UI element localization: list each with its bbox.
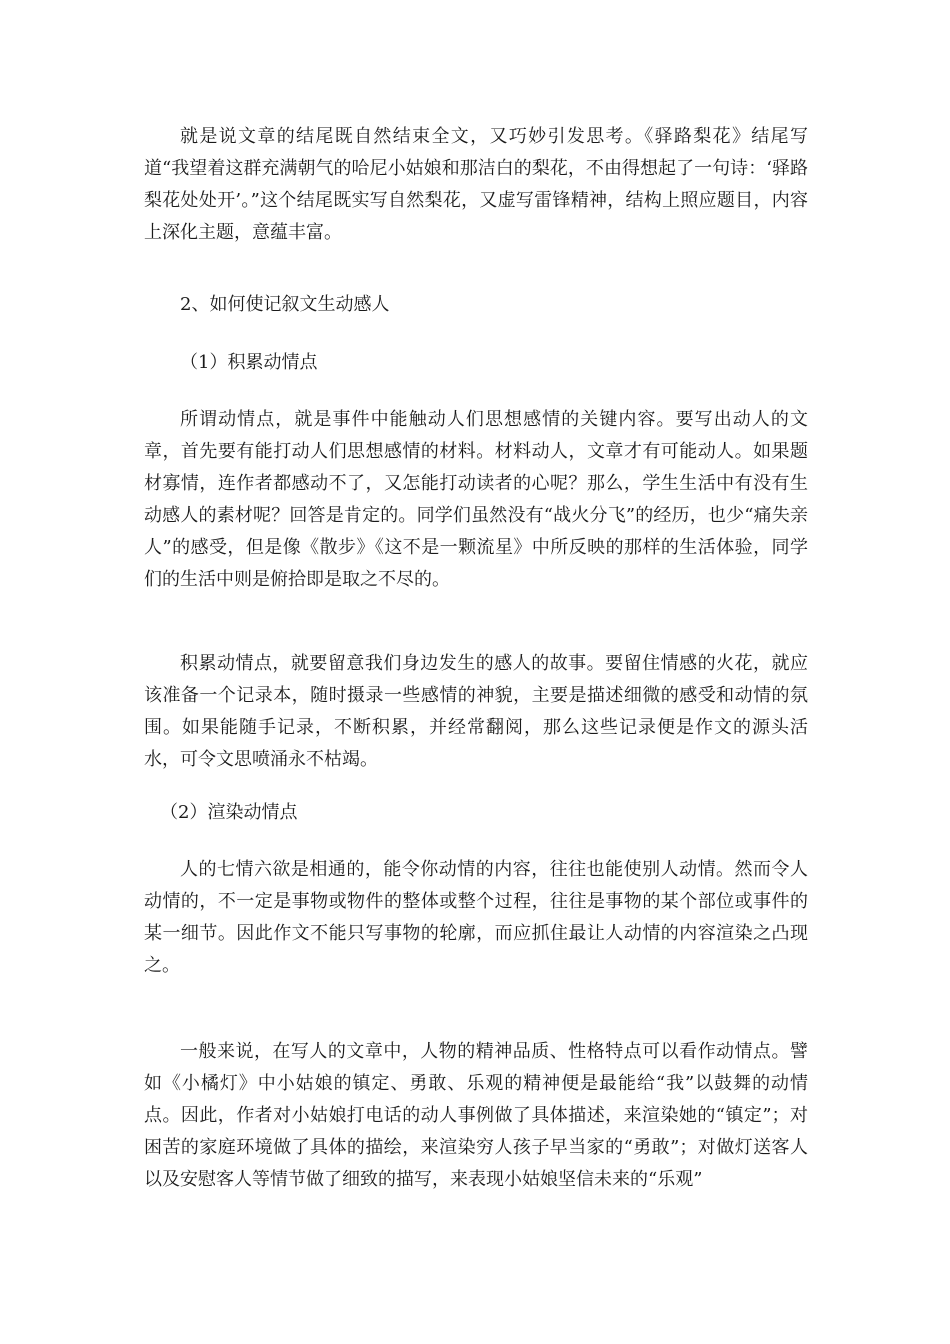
subheading-accumulate: （1）积累动情点 xyxy=(180,352,318,373)
paragraph-emotional-point-definition: 所谓动情点，就是事件中能触动人们思想感情的关键内容。要写出动人的文章，首先要有能打动人们思想感情的材料。材料动人，文章才有可能动人。如果题材寡情，连作者都感动不了，又怎能打动读者的心呢？那么，学生生活中有没有生动感人的素材呢？回答是肯定的。同学们虽然没有“战火分飞”的经历，也少“痛失亲人”的感受，但是像《散步》《这不是一颗流星》中所反映的那样的生活体验，同学们的生活中则是俯拾即是取之不尽的。 xyxy=(144,409,808,590)
paragraph-character-example: 一般来说，在写人的文章中，人物的精神品质、性格特点可以看作动情点。譬如《小橘灯》中小姑娘的镇定、勇敢、乐观的精神便是最能给“我”以鼓舞的动情点。因此，作者对小姑娘打电话的动人事例做了具体描述，来渲染她的“镇定”；对困苦的家庭环境做了具体的描绘，来渲染穷人孩子早当家的“勇敢”；对做灯送客人以及安慰客人等情节做了细致的描写，来表现小姑娘坚信未来的“乐观” xyxy=(144,1041,808,1190)
subheading-render: （2）渲染动情点 xyxy=(160,802,298,823)
paragraph-ending-example: 就是说文章的结尾既自然结束全文，又巧妙引发思考。《驿路梨花》结尾写道“我望着这群充满朝气的哈尼小姑娘和那洁白的梨花，不由得想起了一句诗：‘驿路梨花处处开’。”这个结尾既实写自然梨花，又虚写雷锋精神，结构上照应题目，内容上深化主题，意蕴丰富。 xyxy=(144,126,808,243)
section-heading-2: 2、如何使记叙文生动感人 xyxy=(180,294,390,315)
paragraph-render-explanation: 人的七情六欲是相通的，能令你动情的内容，往往也能使别人动情。然而令人动情的，不一定是事物或物件的整体或整个过程，往往是事物的某个部位或事件的某一细节。因此作文不能只写事物的轮廓，而应抓住最让人动情的内容渲染之凸现之。 xyxy=(144,859,808,976)
paragraph-accumulate-method: 积累动情点，就要留意我们身边发生的感人的故事。要留住情感的火花，就应该准备一个记录本，随时摄录一些感情的神貌，主要是描述细微的感受和动情的氛围。如果能随手记录，不断积累，并经常翻阅，那么这些记录便是作文的源头活水，可令文思喷涌永不枯竭。 xyxy=(144,653,808,770)
